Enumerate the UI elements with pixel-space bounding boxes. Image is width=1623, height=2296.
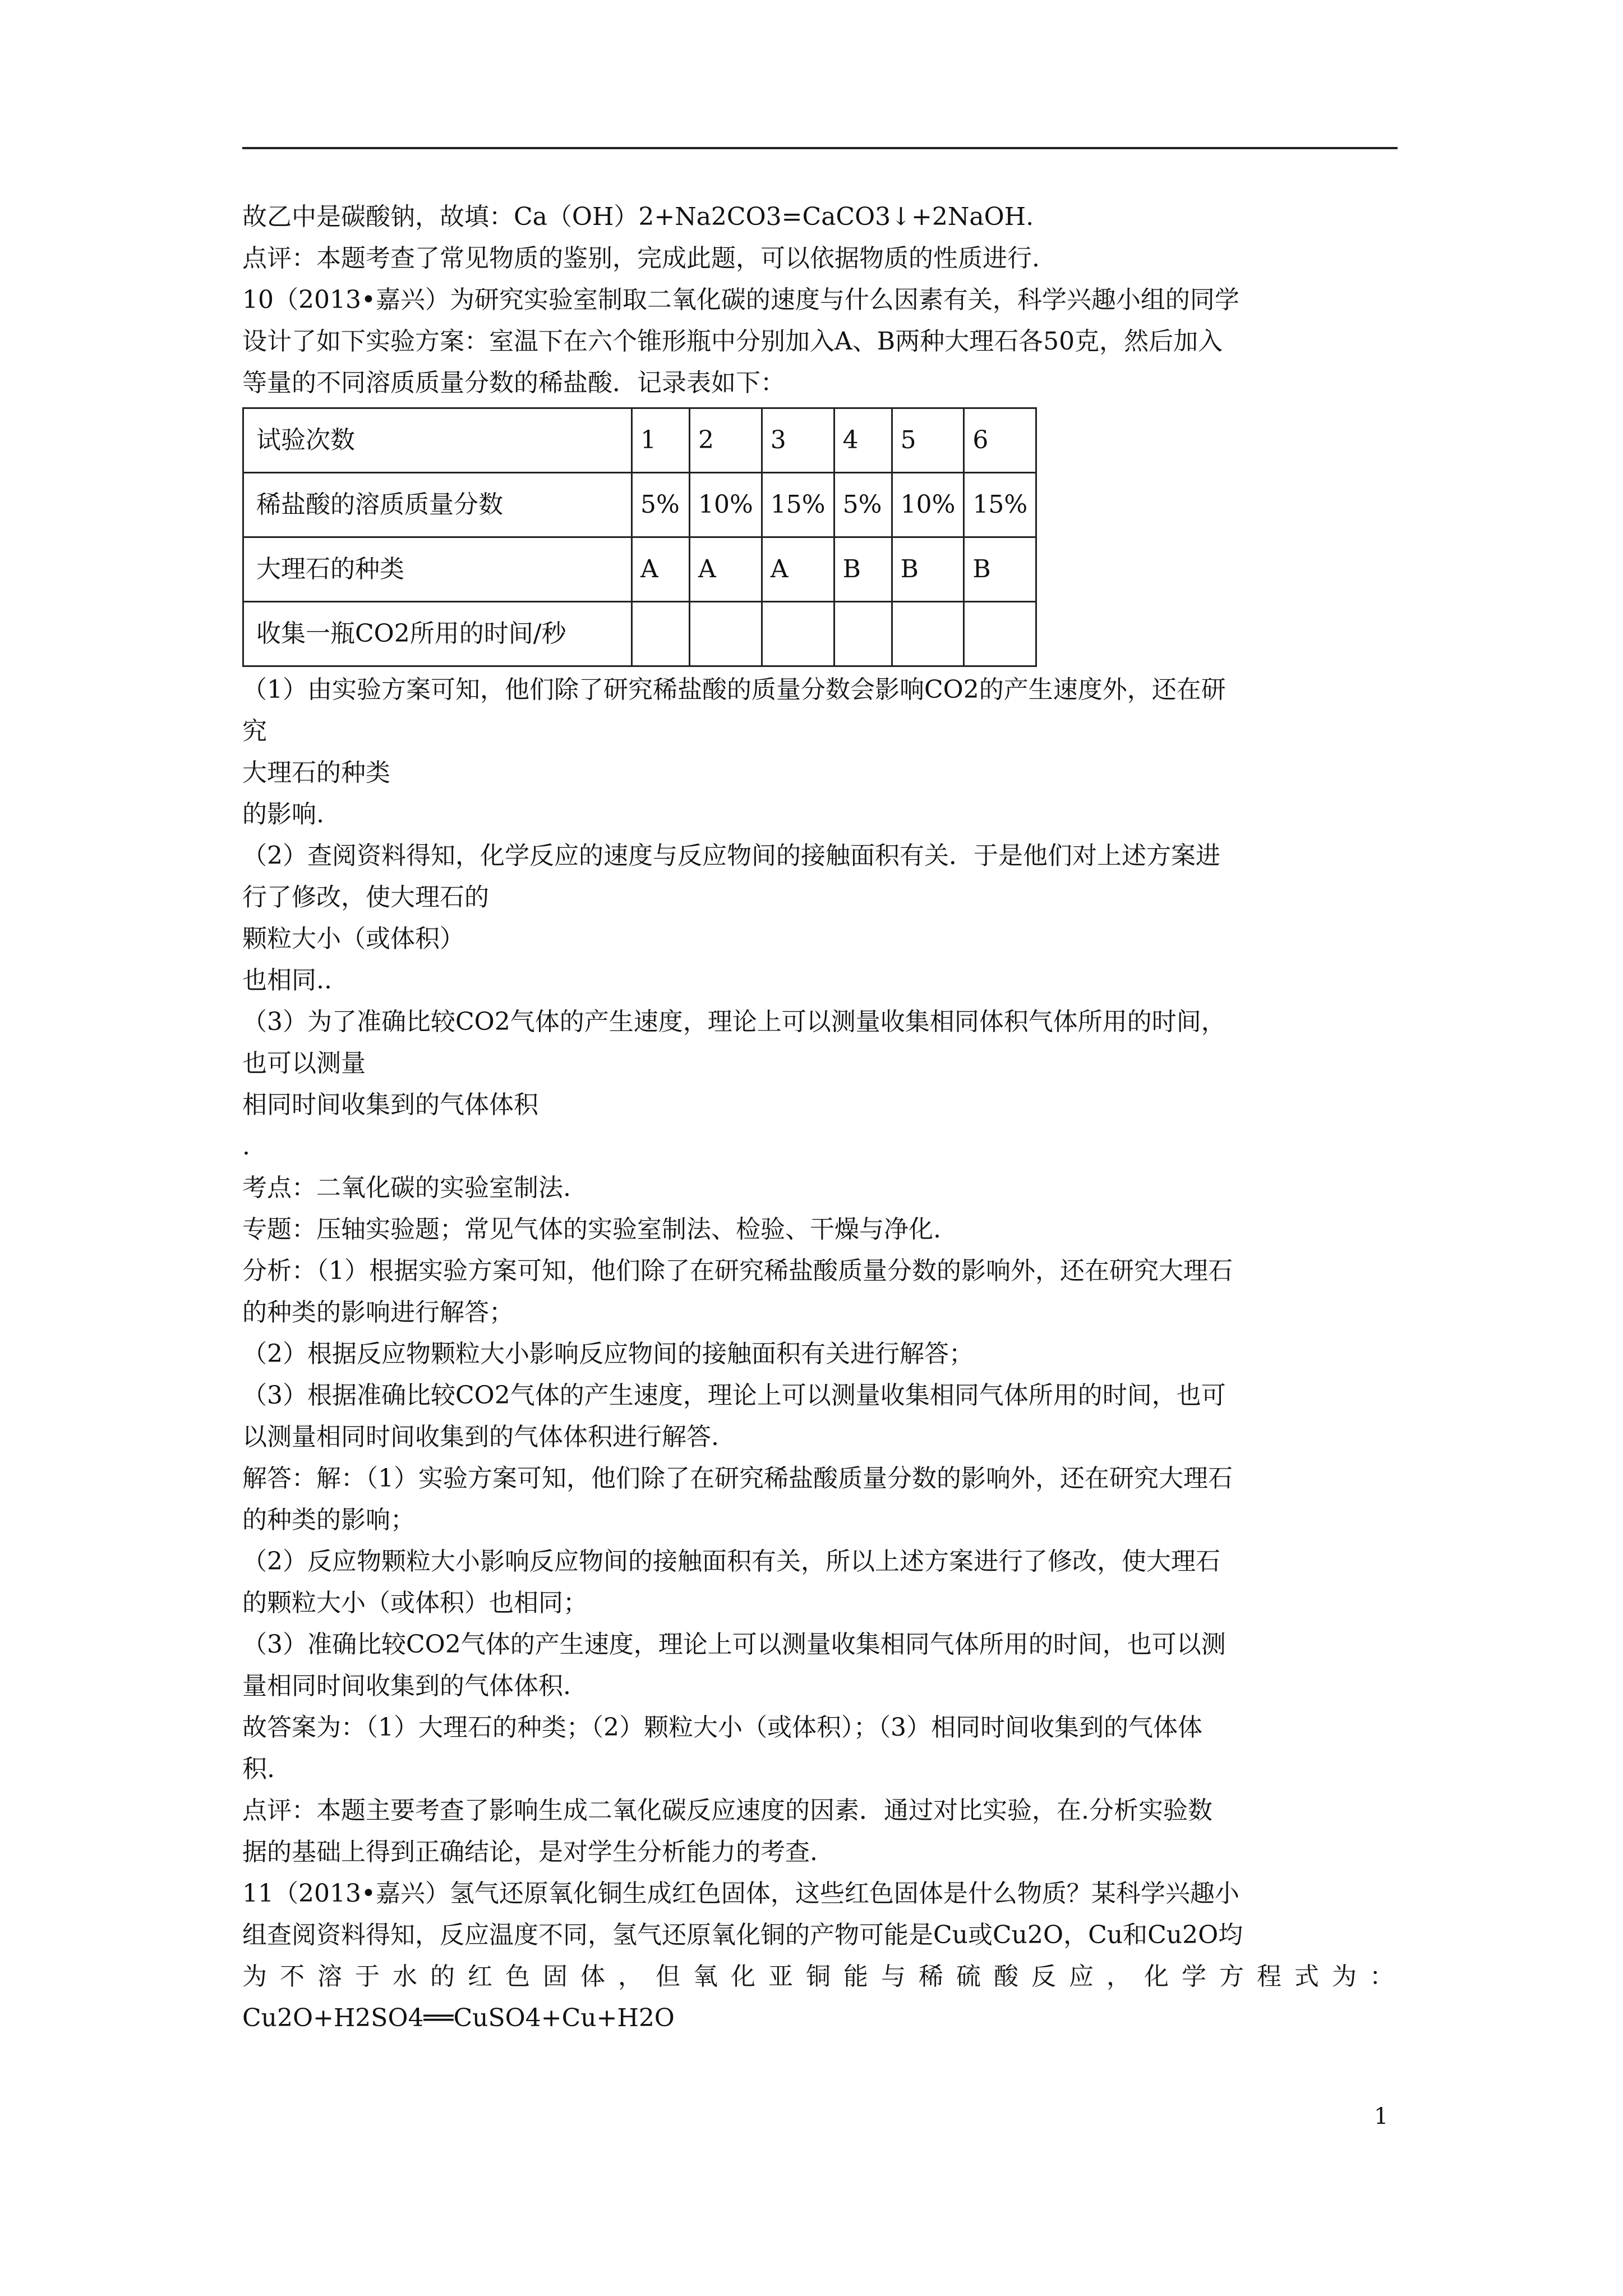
text-line: 的种类的影响； — [242, 1506, 415, 1534]
table-cell: 10% — [892, 473, 964, 537]
table-cell: A — [690, 537, 762, 602]
equation-line: Cu2O+H2SO4══CuSO4+Cu+H2O — [242, 2004, 675, 2032]
table-cell: 5 — [892, 408, 964, 473]
text-line: （3）根据准确比较CO2气体的产生速度，理论上可以测量收集相同气体所用的时间，也可 — [242, 1381, 1226, 1410]
table-cell: 1 — [632, 408, 690, 473]
text-line: 也可以测量 — [242, 1049, 366, 1078]
text-line: 故乙中是碳酸钠，故填：Ca（OH）2+Na2CO3=CaCO3↓+2NaOH. — [242, 203, 1034, 231]
text-line: 10（2013•嘉兴）为研究实验室制取二氧化碳的速度与什么因素有关，科学兴趣小组的同学 — [242, 286, 1239, 314]
row-header: 收集一瓶CO2所用的时间/秒 — [243, 602, 632, 666]
text-line: 据的基础上得到正确结论，是对学生分析能力的考查. — [242, 1838, 818, 1866]
text-line: （1）由实验方案可知，他们除了研究稀盐酸的质量分数会影响CO2的产生速度外，还在研 — [242, 675, 1226, 704]
table-cell — [632, 602, 690, 666]
text-line: （2）反应物颗粒大小影响反应物间的接触面积有关，所以上述方案进行了修改，使大理石 — [242, 1547, 1220, 1576]
text-line: 量相同时间收集到的气体体积. — [242, 1672, 571, 1700]
text-line: 等量的不同溶质质量分数的稀盐酸．记录表如下： — [242, 369, 785, 397]
experiment-table — [242, 407, 1037, 667]
row-header: 稀盐酸的溶质质量分数 — [243, 473, 632, 537]
text-line: 为不溶于水的红色固体，但氧化亚铜能与稀硫酸反应，化学方程式为： — [242, 1962, 1398, 1991]
table-cell: 4 — [834, 408, 892, 473]
text-line: 专题：压轴实验题；常见气体的实验室制法、检验、干燥与净化. — [242, 1215, 941, 1244]
row-header: 大理石的种类 — [243, 537, 632, 602]
text-line: 究 — [242, 717, 267, 746]
row-header: 试验次数 — [243, 408, 632, 473]
text-line: 点评：本题主要考查了影响生成二氧化碳反应速度的因素．通过对比实验，在.分析实验数 — [242, 1796, 1212, 1825]
table-cell: A — [632, 537, 690, 602]
text-line: 的影响. — [242, 800, 324, 829]
answer-text: 颗粒大小（或体积） — [242, 924, 464, 953]
answer-text: 大理石的种类 — [242, 758, 390, 787]
table-cell: 6 — [964, 408, 1036, 473]
table-cell — [892, 602, 964, 666]
table-cell — [690, 602, 762, 666]
text-line: （3）为了准确比较CO2气体的产生速度，理论上可以测量收集相同体积气体所用的时间， — [242, 1007, 1226, 1036]
text-line: （2）根据反应物颗粒大小影响反应物间的接触面积有关进行解答； — [242, 1340, 974, 1368]
text-line: 考点：二氧化碳的实验室制法. — [242, 1174, 571, 1202]
text-line: 点评：本题考查了常见物质的鉴别，完成此题，可以依据物质的性质进行. — [242, 244, 1040, 273]
table-cell: A — [762, 537, 834, 602]
text-line: （2）查阅资料得知，化学反应的速度与反应物间的接触面积有关．于是他们对上述方案进 — [242, 841, 1220, 870]
table-cell: 3 — [762, 408, 834, 473]
text-line: 组查阅资料得知，反应温度不同，氢气还原氧化铜的产物可能是Cu或Cu2O，Cu和Cu2O均 — [242, 1921, 1243, 1949]
table-cell: 5% — [632, 473, 690, 537]
table-cell: 10% — [690, 473, 762, 537]
answer-text: 相同时间收集到的气体体积 — [242, 1091, 538, 1119]
table-cell — [834, 602, 892, 666]
table-cell: B — [964, 537, 1036, 602]
text-line: 以测量相同时间收集到的气体体积进行解答. — [242, 1423, 719, 1451]
text-line: 设计了如下实验方案：室温下在六个锥形瓶中分别加入A、B两种大理石各50克，然后加入 — [242, 327, 1223, 356]
text-line: 解答：解：（1）实验方案可知，他们除了在研究稀盐酸质量分数的影响外，还在研究大理石 — [242, 1464, 1233, 1493]
header-rule — [242, 147, 1398, 149]
text-line: 的颗粒大小（或体积）也相同； — [242, 1589, 588, 1617]
table-cell — [964, 602, 1036, 666]
table-row — [243, 473, 1036, 537]
table-cell — [762, 602, 834, 666]
table-row — [243, 408, 1036, 473]
table-cell: 2 — [690, 408, 762, 473]
table-cell: 15% — [762, 473, 834, 537]
text-line: （3）准确比较CO2气体的产生速度，理论上可以测量收集相同气体所用的时间，也可以测 — [242, 1630, 1226, 1659]
document-body — [242, 196, 1398, 2039]
text-line: 积. — [242, 1755, 275, 1783]
table-cell: 5% — [834, 473, 892, 537]
text-line: 11（2013•嘉兴）氢气还原氧化铜生成红色固体，这些红色固体是什么物质？某科学兴趣小 — [242, 1879, 1239, 1908]
table-cell: 15% — [964, 473, 1036, 537]
text-line: 的种类的影响进行解答； — [242, 1298, 514, 1327]
table-row — [243, 537, 1036, 602]
text-line: . — [242, 1132, 250, 1161]
table-row — [243, 602, 1036, 666]
text-line: 分析：（1）根据实验方案可知，他们除了在研究稀盐酸质量分数的影响外，还在研究大理石 — [242, 1257, 1233, 1285]
text-line: 也相同.. — [242, 966, 332, 995]
text-line: 故答案为：（1）大理石的种类；（2）颗粒大小（或体积）；（3）相同时间收集到的气体体 — [242, 1713, 1202, 1742]
table-cell: B — [892, 537, 964, 602]
text-line: 行了修改，使大理石的 — [242, 883, 489, 912]
table-cell: B — [834, 537, 892, 602]
page-number: 1 — [1374, 2104, 1389, 2129]
